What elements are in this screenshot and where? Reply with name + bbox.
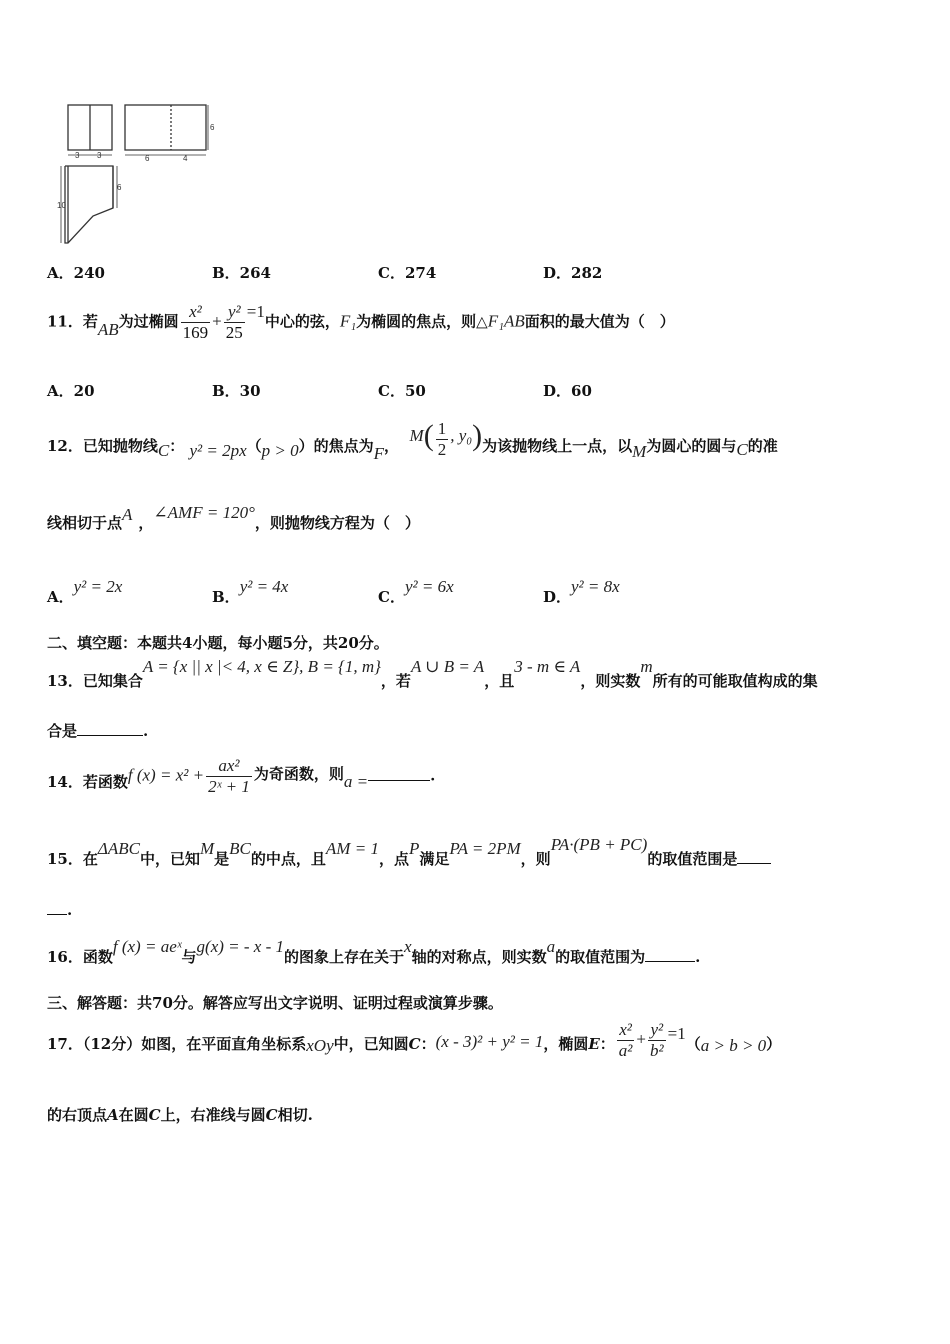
- q12-option-d: D．y² = 8x: [543, 577, 620, 606]
- q11-option-a: A．20: [47, 382, 95, 400]
- answer-blank[interactable]: [77, 721, 143, 736]
- answer-blank[interactable]: [737, 849, 771, 864]
- answer-blank[interactable]: [368, 766, 430, 781]
- dim-label: 6: [145, 154, 150, 163]
- answer-blank[interactable]: [645, 947, 695, 962]
- q12-option-a: A．y² = 2x: [47, 577, 123, 606]
- dim-label: 6: [117, 183, 122, 192]
- question-12-line-2: 线相切于点A ，∠AMF = 120°，则抛物线方程为（ ）: [47, 503, 420, 532]
- q10-option-b: B．264: [212, 264, 271, 282]
- dim-label: 10: [57, 201, 66, 210]
- question-13: 13．已知集合A = {x || x |< 4, x ∈ Z}, B = {1, m}，若A ∪ B = A，且3 - m ∈ A，则实数m所有的可能取值构成的集: [47, 657, 818, 690]
- question-17: 17．（12分）如图，在平面直角坐标系xOy中，已知圆C：(x - 3)² + y² = 1，椭圆E： $\frac{\text{x²}}{\text{a²}}$ + $\frac{\text{y²}}{\text{b²}}$ =1（a > b > 0）: [47, 1020, 782, 1060]
- question-12: 12．已知抛物线C： y² = 2px（p > 0）的焦点为F， M( $\frac{1}{2}$ , y₀)为该抛物线上一点，以M为圆心的圆与C的准: [47, 418, 778, 463]
- question-14: 14．若函数f (x) = x² + $\frac{\text{ax²}}{\text{2ˣ + 1}}$ 为奇函数，则a = .: [47, 756, 436, 796]
- q11-option-d: D．60: [543, 382, 592, 400]
- q10-option-a: A．240: [47, 264, 105, 282]
- q10-option-d: D．282: [543, 264, 603, 282]
- dim-label: 6: [210, 123, 215, 132]
- question-11: 11．若AB为过椭圆 $\frac{\text{x²}}{169}$ + $\frac{\text{y²}}{25}$ =1中心的弦，F₁为椭圆的焦点，则△F₁AB面积的最大值为（ ）: [47, 301, 675, 342]
- q10-option-c: C．274: [378, 264, 437, 282]
- section-3-heading: 三、解答题：共70分。解答应写出文字说明、证明过程或演算步骤。: [47, 994, 503, 1012]
- question-15: 15．在ΔABC中，已知M是BC的中点，且AM = 1，点P满足PA = 2PM，则PA·(PB + PC)的取值范围是: [47, 838, 771, 859]
- question-17-line-2: 的右顶点A在圆C上，右准线与圆C相切.: [47, 1106, 313, 1124]
- dim-label: 3: [97, 151, 102, 160]
- dim-label: 3: [75, 151, 80, 160]
- question-16: 16．函数f (x) = aeˣ与g(x) = - x - 1的图象上存在关于x轴的对称点，则实数a的取值范围为 .: [47, 937, 701, 966]
- q11-option-c: C．50: [378, 382, 426, 400]
- section-2-heading: 二、填空题：本题共4小题，每小题5分，共20分。: [47, 634, 389, 652]
- q12-option-b: B．y² = 4x: [212, 577, 289, 606]
- dim-label: 4: [183, 154, 188, 163]
- question-15-line-2: .: [47, 900, 72, 919]
- three-view-figure: [55, 98, 220, 250]
- question-13-line-2: 合是 .: [47, 722, 149, 740]
- answer-blank-cont: [47, 900, 67, 915]
- q11-option-b: B．30: [212, 382, 261, 400]
- q12-option-c: C．y² = 6x: [378, 577, 454, 606]
